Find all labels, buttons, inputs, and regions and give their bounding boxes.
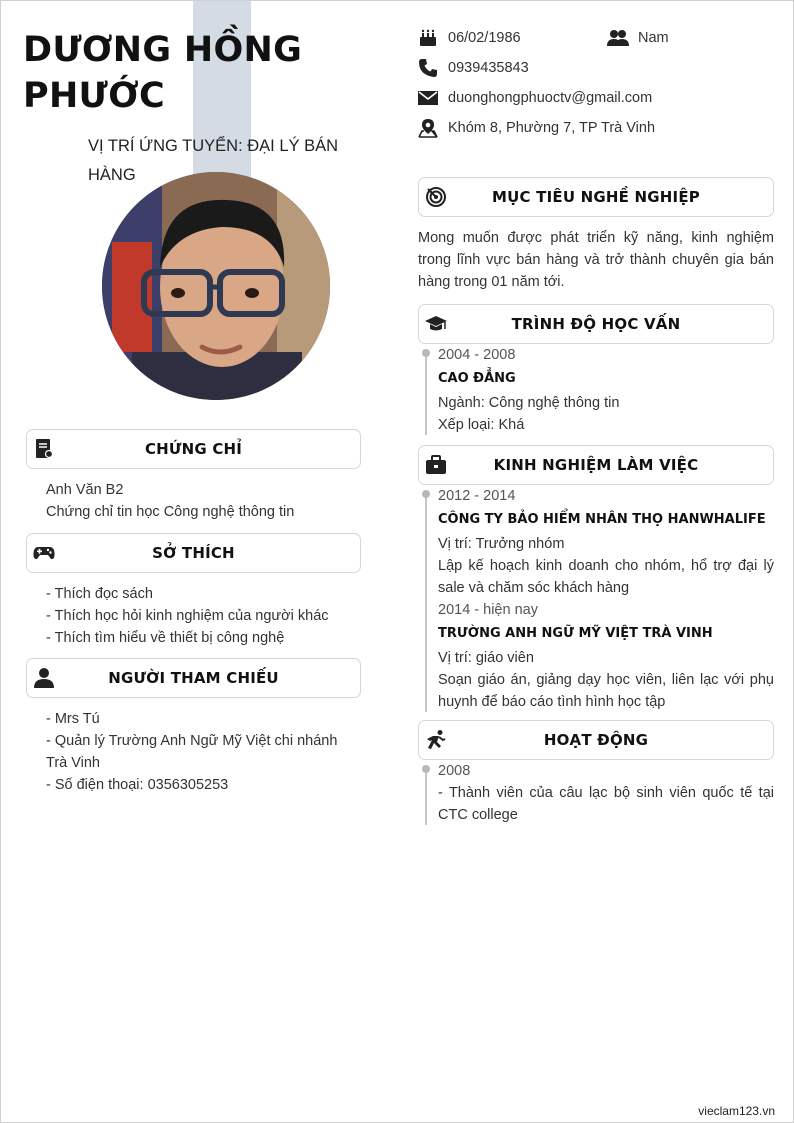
activities-header — [418, 720, 774, 760]
job-description: Lập kế hoạch kinh doanh cho nhóm, hổ trợ đại lý sale và chăm sóc khách hàng — [438, 558, 774, 596]
certificates-header — [26, 429, 361, 469]
gender-value: Nam — [638, 30, 669, 46]
certificate-icon — [33, 438, 55, 460]
hobbies-list — [46, 583, 361, 649]
address-row — [417, 118, 655, 138]
phone-icon — [417, 58, 439, 78]
applied-position: VỊ TRÍ ỨNG TUYỂN: ĐẠI LÝ BÁN HÀNG — [88, 137, 339, 184]
activities-entry — [438, 760, 774, 826]
map-pin-icon — [417, 118, 439, 138]
avatar — [102, 172, 330, 400]
job-period: 2014 - hiện nay — [438, 602, 538, 618]
job-company: TRƯỜNG ANH NGỮ MỸ VIỆT TRÀ VINH — [438, 626, 713, 641]
list-item: Anh Văn B2 — [46, 482, 124, 498]
certificates-list — [46, 479, 361, 523]
envelope-icon — [417, 88, 439, 108]
education-major: Ngành: Công nghệ thông tin — [438, 395, 620, 411]
runner-icon — [425, 729, 447, 751]
activities-timeline-dot — [422, 765, 430, 773]
birthday-row — [417, 28, 521, 48]
briefcase-icon — [425, 454, 447, 476]
objective-text: Mong muốn được phát triển kỹ năng, kinh nghiệm trong lĩnh vực bán hàng và trở thành chuyên gia bán hàng trong 01 năm tới. — [418, 230, 774, 290]
list-item: - Thích tìm hiểu về thiết bị công nghệ — [46, 630, 285, 646]
list-item: Chứng chỉ tin học Công nghệ thông tin — [46, 504, 295, 520]
phone-value: 0939435843 — [448, 60, 529, 76]
email-row — [417, 88, 652, 108]
job-company: CÔNG TY BẢO HIỂM NHÂN THỌ HANWHALIFE — [438, 512, 766, 527]
activity-description: - Thành viên của câu lạc bộ sinh viên quốc tế tại CTC college — [438, 785, 774, 823]
birthday-value: 06/02/1986 — [448, 30, 521, 46]
job-role: Vị trí: giáo viên — [438, 650, 534, 666]
hobbies-header — [26, 533, 361, 573]
references-title: NGƯỜI THAM CHIẾU — [108, 669, 279, 687]
education-timeline-dot — [422, 349, 430, 357]
experience-title: KINH NGHIỆM LÀM VIỆC — [493, 456, 699, 474]
footer-brand: vieclam123.vn — [698, 1104, 775, 1118]
objective-header — [418, 177, 774, 217]
experience-header — [418, 445, 774, 485]
education-school: CAO ĐẲNG — [438, 371, 516, 386]
cake-icon — [417, 28, 439, 48]
education-entry — [438, 344, 774, 436]
target-icon — [425, 186, 447, 208]
education-header — [418, 304, 774, 344]
experience-timeline-dot — [422, 490, 430, 498]
job-description: Soạn giáo án, giảng dạy học viên, liên lạc với phụ huynh để báo cáo tình hình học tập — [438, 672, 774, 710]
references-list — [46, 708, 361, 796]
hobbies-title: SỞ THÍCH — [152, 544, 235, 562]
objective-title: MỤC TIÊU NGHỀ NGHIỆP — [492, 188, 700, 206]
phone-row — [417, 58, 529, 78]
activity-period: 2008 — [438, 763, 471, 779]
education-timeline — [425, 353, 427, 435]
gender-row — [607, 28, 669, 48]
experience-entries — [438, 485, 774, 713]
graduation-cap-icon — [425, 313, 447, 335]
list-item: - Quản lý Trường Anh Ngữ Mỹ Việt chi nhánh Trà Vinh — [46, 733, 338, 771]
activities-title: HOẠT ĐỘNG — [543, 731, 649, 749]
education-grade: Xếp loại: Khá — [438, 417, 525, 433]
education-title: TRÌNH ĐỘ HỌC VẤN — [511, 315, 681, 333]
user-icon — [33, 667, 55, 689]
candidate-name: DƯƠNG HỒNG PHƯỚC — [23, 30, 303, 116]
list-item: - Số điện thoại: 0356305253 — [46, 777, 229, 793]
people-icon — [607, 28, 629, 48]
gamepad-icon — [33, 542, 55, 564]
certificates-title: CHỨNG CHỈ — [144, 440, 243, 458]
experience-timeline — [425, 494, 427, 712]
list-item: - Thích học hỏi kinh nghiệm của người khác — [46, 608, 329, 624]
job-period: 2012 - 2014 — [438, 488, 516, 504]
list-item: - Mrs Tú — [46, 711, 100, 727]
education-period: 2004 - 2008 — [438, 347, 516, 363]
job-role: Vị trí: Trưởng nhóm — [438, 536, 565, 552]
address-value: Khóm 8, Phường 7, TP Trà Vinh — [448, 120, 656, 136]
references-header — [26, 658, 361, 698]
activities-timeline — [425, 769, 427, 825]
email-value: duonghongphuoctv@gmail.com — [448, 90, 653, 106]
list-item: - Thích đọc sách — [46, 586, 153, 602]
